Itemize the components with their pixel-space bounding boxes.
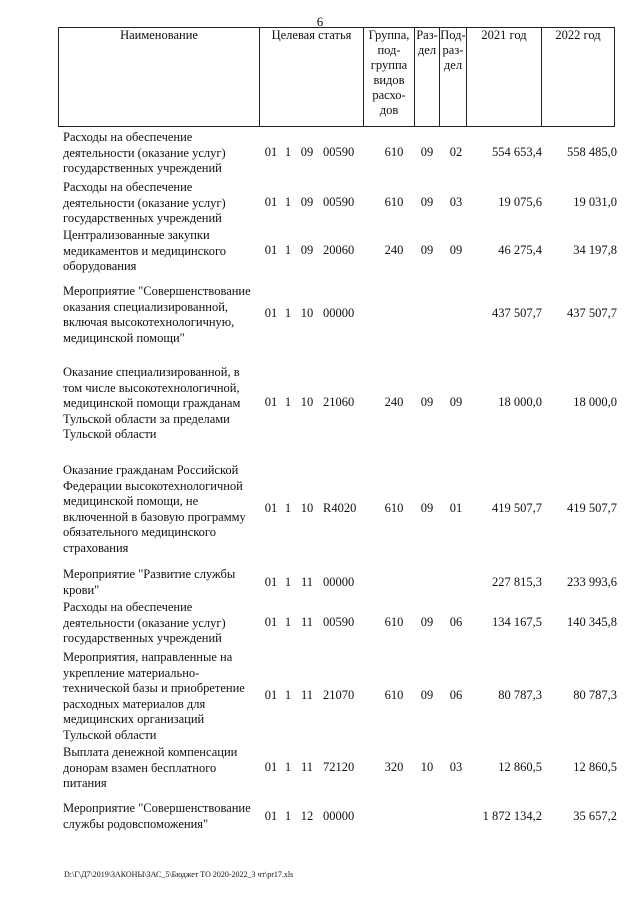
row-name-line: государственных учреждений [63,631,222,645]
subsection: 02 [449,145,463,159]
code-direction: 21070 [323,688,355,702]
code-main-event: 11 [300,575,314,589]
code-subprogram: 1 [284,760,292,774]
code-direction: 72120 [323,760,355,774]
subsection: 01 [449,501,463,515]
subsection: 09 [449,395,463,409]
header-target: Целевая статья [260,28,364,127]
code-main-event: 11 [300,688,314,702]
row-name-line: медицинской помощи гражданам [63,396,241,410]
row-name-line: питания [63,776,107,790]
code-main-event: 11 [300,760,314,774]
value-2022: 80 787,3 [573,688,617,702]
row-name-line: Расходы на обеспечение [63,600,193,614]
code-main-event: 10 [300,306,314,320]
row-name [63,801,268,832]
row-name-line: службы родовспоможения" [63,816,209,831]
row-name-line: медицинской помощи, не [63,494,199,508]
code-program: 01 [264,501,278,515]
value-2022: 437 507,7 [567,306,617,320]
subsection: 06 [449,688,463,702]
row-name-line: Оказание гражданам Российской [63,463,239,477]
row-name-line: Мероприятие "Совершенствование [63,284,251,298]
expense-group: 320 [384,760,404,774]
row-name-line: укрепление материально- [63,665,200,680]
header-2022: 2022 год [542,28,615,127]
value-2021: 134 167,5 [492,615,542,629]
row-name-line: Тульской области за пределами [63,411,230,426]
code-main-event: 09 [300,195,314,209]
value-2022: 35 657,2 [573,809,617,823]
code-program: 01 [264,575,278,589]
expense-group: 610 [384,688,404,702]
value-2021: 437 507,7 [492,306,542,320]
row-name-line: Тульской области [63,727,157,742]
expense-group: 610 [384,195,404,209]
value-2021: 12 860,5 [498,760,542,774]
row-name [63,567,268,598]
value-2021: 80 787,3 [498,688,542,702]
code-main-event: 10 [300,501,314,515]
code-subprogram: 1 [284,575,292,589]
row-name-line: деятельности (оказание услуг) [63,195,226,210]
code-direction: 21060 [323,395,355,409]
value-2022: 419 507,7 [567,501,617,515]
value-2022: 18 000,0 [573,395,617,409]
section: 09 [420,195,434,209]
code-main-event: 10 [300,395,314,409]
row-name-line: оборудования [63,259,137,273]
header-2021: 2021 год [467,28,542,127]
code-main-event: 11 [300,615,314,629]
code-direction: 20060 [323,243,355,257]
section: 09 [420,615,434,629]
row-name [63,180,268,227]
code-program: 01 [264,243,278,257]
header-section: Раз- дел [415,28,440,127]
code-program: 01 [264,615,278,629]
row-name-line: государственных учреждений [63,211,222,225]
row-name-line: Расходы на обеспечение [63,180,193,194]
row-name [63,463,268,556]
row-name-line: Централизованные закупки [63,228,210,242]
subsection: 09 [449,243,463,257]
value-2021: 46 275,4 [498,243,542,257]
value-2021: 1 872 134,2 [482,809,542,823]
row-name-line: Тульской области [63,427,157,441]
expense-group: 610 [384,145,404,159]
table-header [58,27,615,127]
row-name-line: включая высокотехнологичную, [63,315,235,329]
value-2021: 419 507,7 [492,501,542,515]
code-subprogram: 1 [284,615,292,629]
header-name: Наименование [59,28,260,127]
row-name-line: государственных учреждений [63,161,222,175]
row-name [63,228,268,275]
subsection: 03 [449,760,463,774]
section: 09 [420,243,434,257]
row-name-line: Мероприятие "Совершенствование [63,801,251,815]
row-name-line: медикаментов и медицинского [63,243,227,258]
section: 09 [420,395,434,409]
expense-group: 240 [384,243,404,257]
row-name-line: медицинских организаций [63,712,205,726]
section: 09 [420,501,434,515]
code-subprogram: 1 [284,243,292,257]
code-program: 01 [264,395,278,409]
row-name-line: оказания специализированной, [63,299,229,314]
row-name [63,650,268,743]
expense-group: 240 [384,395,404,409]
value-2022: 19 031,0 [573,195,617,209]
code-program: 01 [264,760,278,774]
expense-group: 610 [384,615,404,629]
row-name [63,365,268,443]
code-program: 01 [264,145,278,159]
row-name-line: Мероприятие "Развитие службы [63,567,236,581]
value-2022: 34 197,8 [573,243,617,257]
code-program: 01 [264,306,278,320]
subsection: 03 [449,195,463,209]
code-subprogram: 1 [284,395,292,409]
file-path-footer: D:\Г\Д7\2019\ЗАКОНЫ\ЗАС_5\Бюджет ТО 2020-2022_3 чт\pr17.xls [64,870,294,879]
code-program: 01 [264,809,278,823]
code-subprogram: 1 [284,501,292,515]
code-main-event: 09 [300,145,314,159]
header-subsection: Под- раз- дел [440,28,467,127]
row-name-line: донорам взамен бесплатного [63,760,217,775]
row-name-line: включенной в базовую программу [63,509,246,524]
value-2021: 227 815,3 [492,575,542,589]
code-direction: R4020 [323,501,357,515]
row-name-line: Мероприятия, направленные на [63,650,233,664]
page-number: 6 [316,14,324,29]
code-program: 01 [264,195,278,209]
code-subprogram: 1 [284,688,292,702]
code-subprogram: 1 [284,306,292,320]
code-direction: 00590 [323,615,355,629]
row-name [63,284,268,346]
subsection: 06 [449,615,463,629]
value-2021: 554 653,4 [492,145,542,159]
code-subprogram: 1 [284,145,292,159]
code-direction: 00590 [323,195,355,209]
section: 10 [420,760,434,774]
row-name-line: том числе высокотехнологичной, [63,380,240,395]
row-name [63,745,268,792]
code-direction: 00590 [323,145,355,159]
value-2022: 12 860,5 [573,760,617,774]
row-name-line: крови" [63,582,100,597]
value-2022: 558 485,0 [567,145,617,159]
code-main-event: 12 [300,809,314,823]
code-direction: 00000 [323,575,355,589]
code-subprogram: 1 [284,809,292,823]
value-2022: 233 993,6 [567,575,617,589]
row-name-line: Оказание специализированной, в [63,365,240,379]
row-name-line: деятельности (оказание услуг) [63,615,226,630]
row-name [63,130,268,177]
row-name-line: обязательного медицинского [63,525,217,539]
expense-group: 610 [384,501,404,515]
value-2022: 140 345,8 [567,615,617,629]
row-name-line: Выплата денежной компенсации [63,745,238,759]
value-2021: 19 075,6 [498,195,542,209]
row-name-line: Расходы на обеспечение [63,130,193,144]
row-name-line: Федерации высокотехнологичной [63,478,243,493]
value-2021: 18 000,0 [498,395,542,409]
row-name-line: страхования [63,540,129,555]
code-direction: 00000 [323,809,355,823]
row-name-line: медицинской помощи" [63,330,185,345]
code-main-event: 09 [300,243,314,257]
row-name-line: деятельности (оказание услуг) [63,145,226,160]
code-subprogram: 1 [284,195,292,209]
code-direction: 00000 [323,306,355,320]
row-name-line: технической базы и приобретение [63,681,245,695]
header-group: Группа, под- группа видов расхо- дов [364,28,415,127]
row-name [63,600,268,647]
row-name-line: расходных материалов для [63,696,206,711]
section: 09 [420,145,434,159]
code-program: 01 [264,688,278,702]
section: 09 [420,688,434,702]
